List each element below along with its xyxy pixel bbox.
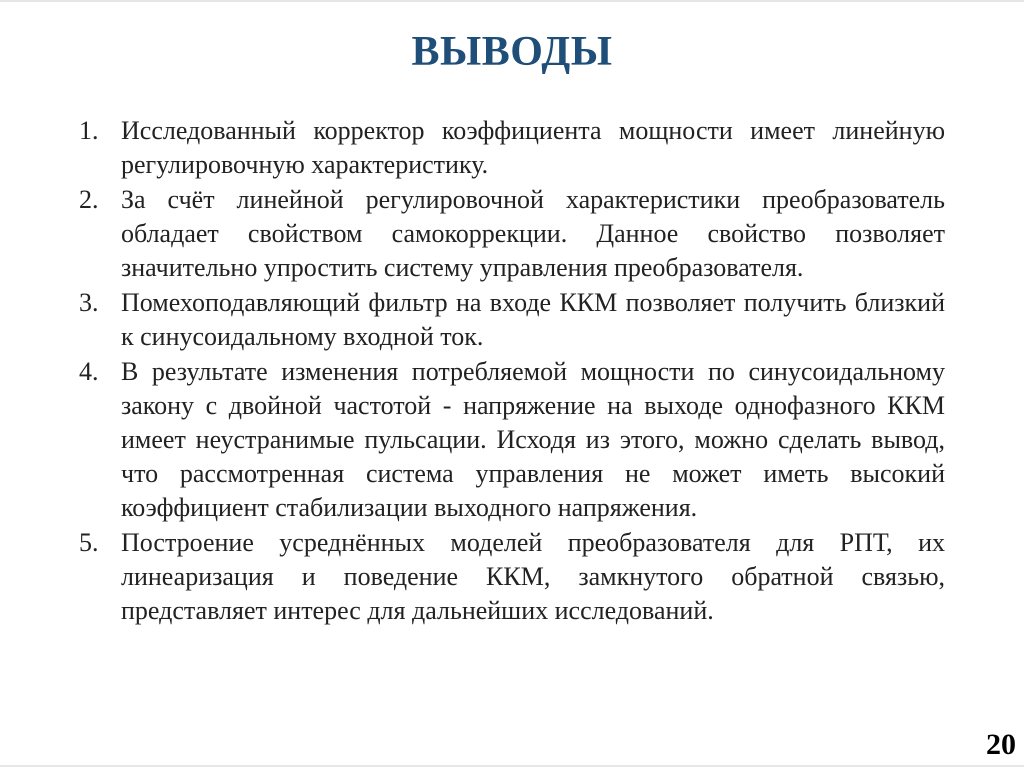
conclusion-number: 2. xyxy=(79,185,99,214)
conclusion-text: Исследованный корректор коэффициента мощности имеет линейную регулировочную характеристику. xyxy=(121,116,945,179)
conclusion-item-4 xyxy=(75,355,945,525)
page-number: 20 xyxy=(986,728,1016,761)
conclusions-list xyxy=(75,114,945,629)
conclusion-number: 4. xyxy=(79,357,99,386)
slide-title: ВЫВОДЫ xyxy=(411,29,613,75)
conclusion-number: 3. xyxy=(79,288,99,317)
conclusion-text: Построение усреднённых моделей преобразователя для РПТ, их линеаризация и поведение ККМ, замкнутого обратной связью, представляет интерес для дальнейших исследований. xyxy=(121,528,945,625)
conclusion-item-2 xyxy=(75,183,945,285)
slide-top-border xyxy=(0,0,1024,2)
conclusion-text: В результате изменения потребляемой мощности по синусоидальному закону с двойной частотой - напряжение на выходе однофазного ККМ имеет неустранимые пульсации. Исходя из этого, можно сделать вывод, что рассмотренная система управления не может иметь высокий коэффициент стабилизации выходного напряжения. xyxy=(121,357,945,522)
conclusion-number: 1. xyxy=(79,116,99,145)
conclusion-number: 5. xyxy=(79,528,99,557)
conclusion-text: За счёт линейной регулировочной характеристики преобразователь обладает свойством самокоррекции. Данное свойство позволяет значительно упростить систему управления преобразователя. xyxy=(121,185,945,282)
conclusion-item-5 xyxy=(75,526,945,628)
conclusion-item-1 xyxy=(75,114,945,182)
conclusion-text: Помехоподавляющий фильтр на входе ККМ позволяет получить близкий к синусоидальному входной ток. xyxy=(121,288,945,351)
conclusion-item-3 xyxy=(75,286,945,354)
